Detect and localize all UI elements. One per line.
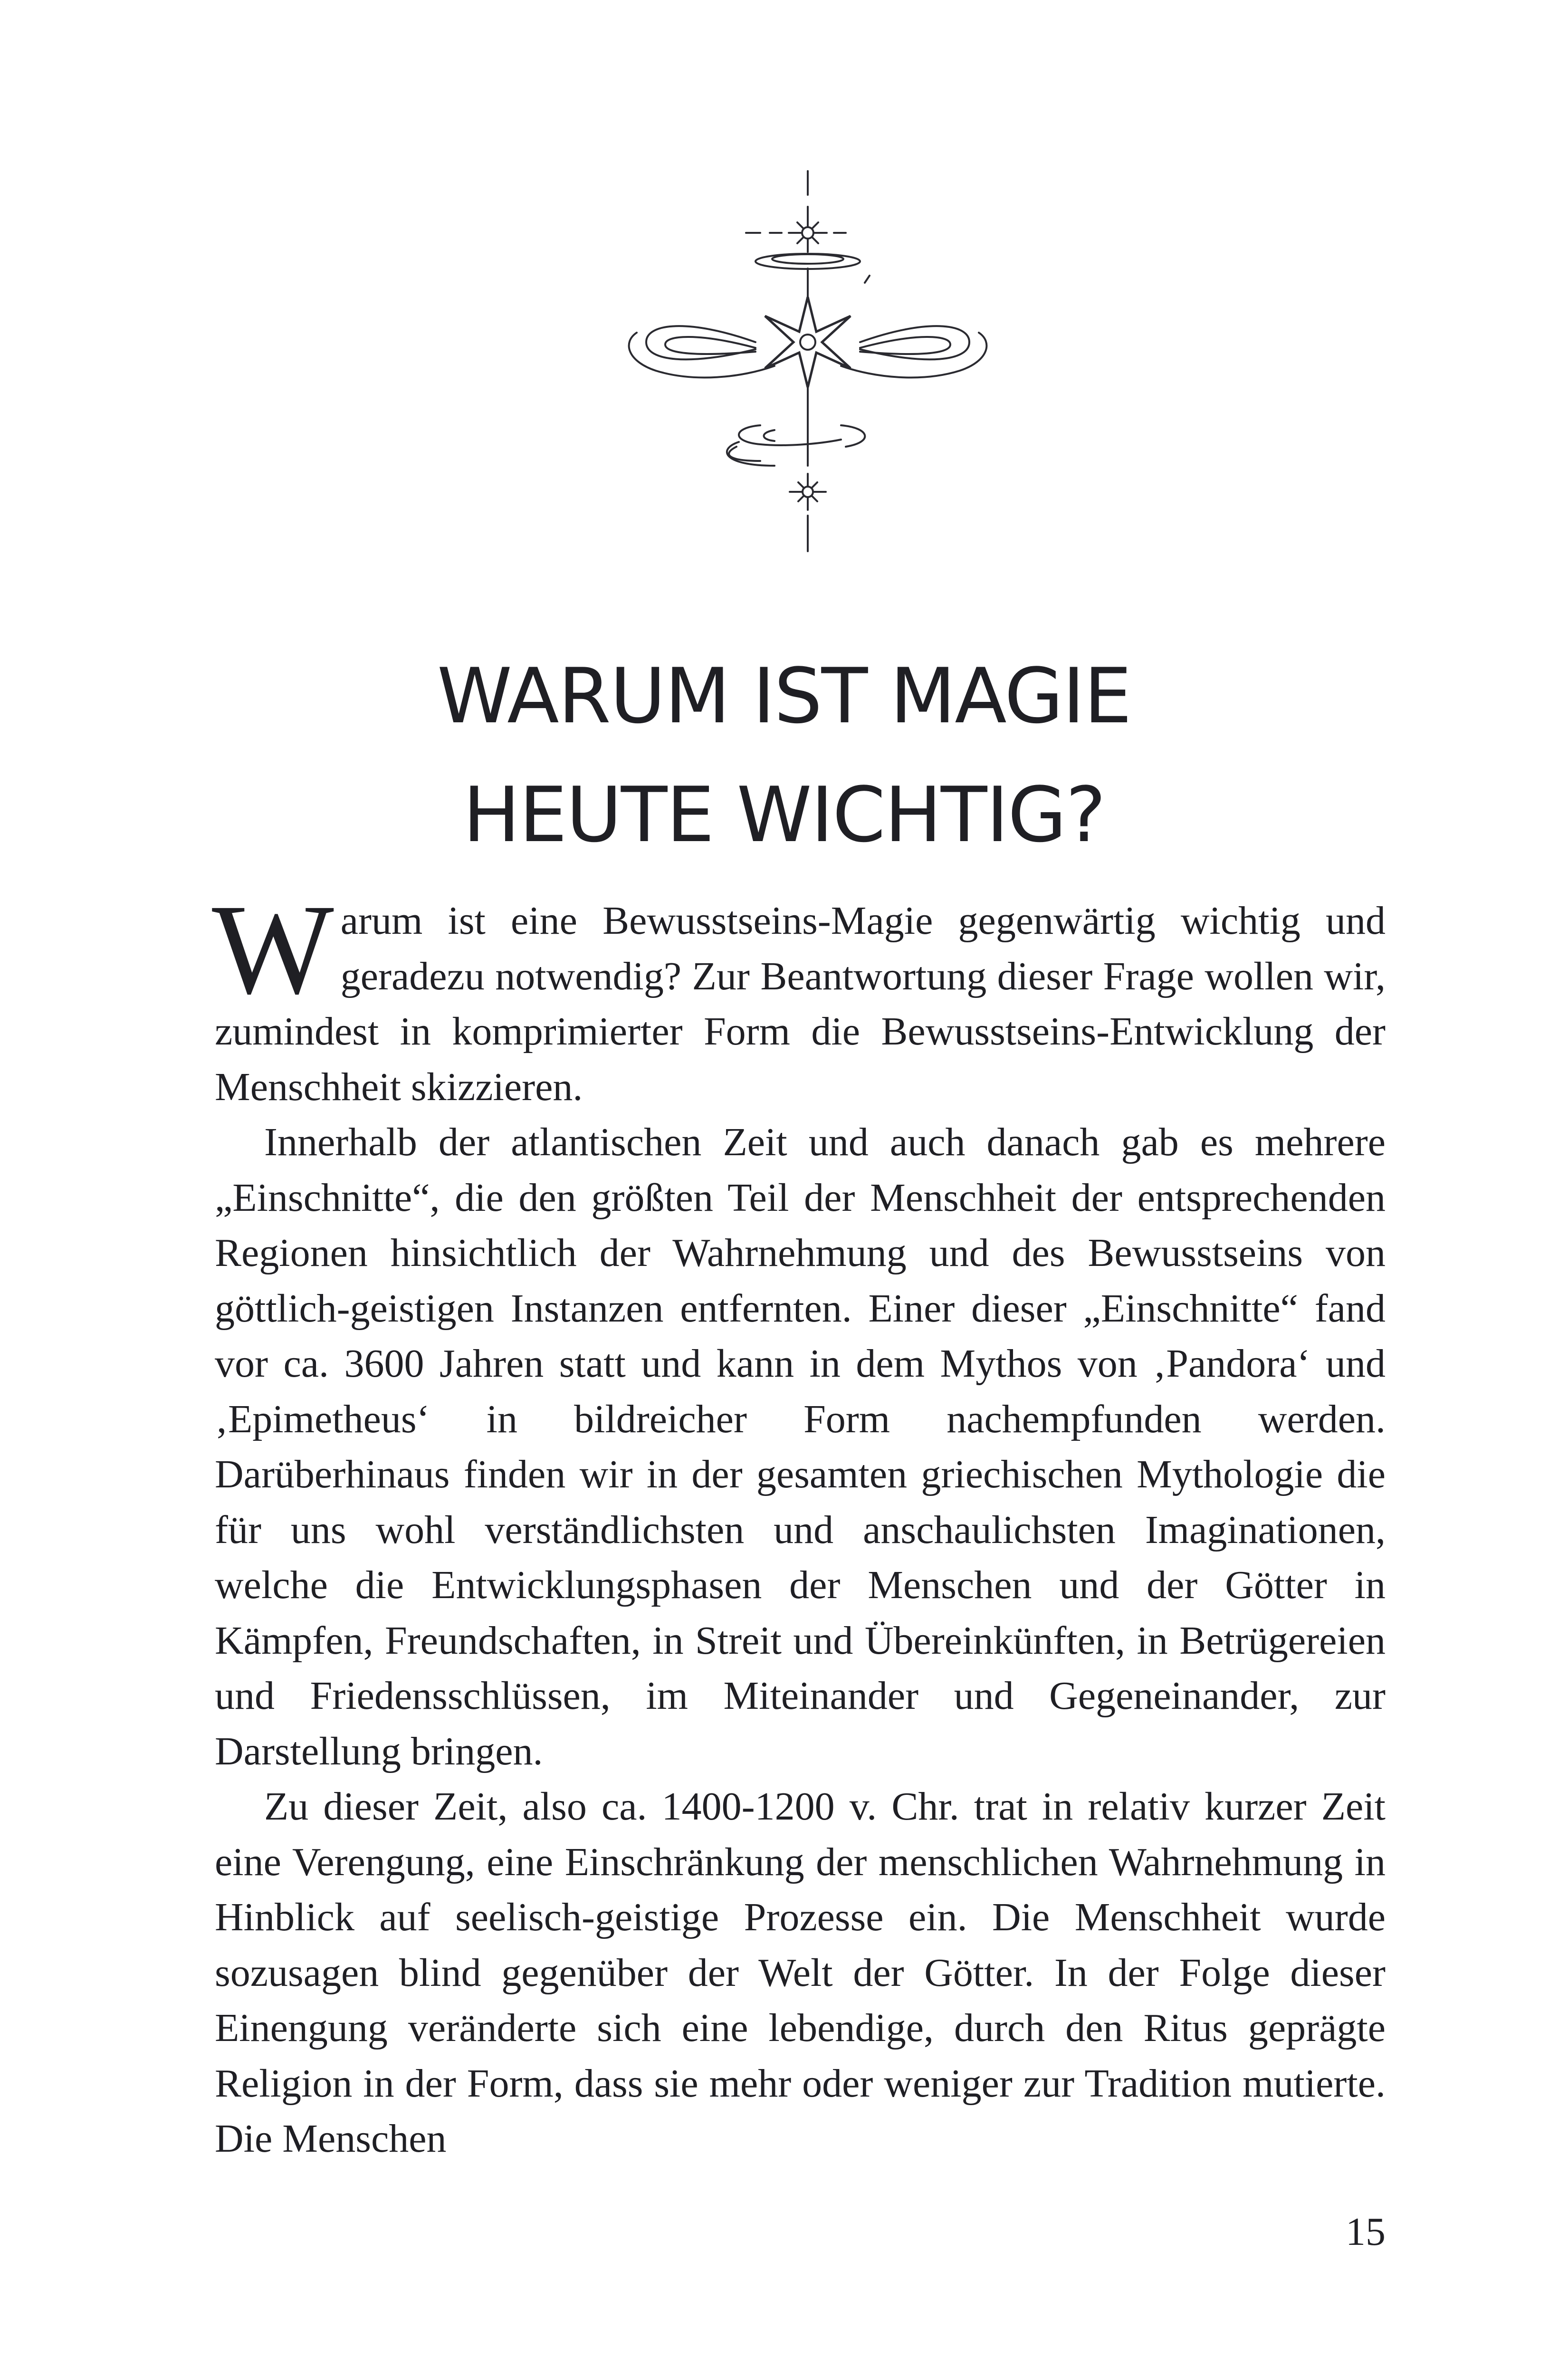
chapter-title xyxy=(190,637,1378,874)
chapter-title-line-2: HEUTE WICHTIG? xyxy=(463,770,1105,859)
paragraph: Zu dieser Zeit, also ca. 1400-1200 v. Chr. trat in relativ kurzer Zeit eine Verengung, eine Einschränkung der menschlichen Wahrnehmung in Hinblick auf seelisch-geistige Prozesse ein. Die Menschheit wurde sozusagen blind gegenüber der Welt der Götter. In der Folge dieser Einengung veränderte sich eine lebendige, durch den Ritus geprägte Religion in der Form, dass sie mehr oder weniger zur Tradition mutierte. Die Menschen xyxy=(215,1784,1386,2161)
page-number: 15 xyxy=(1346,2210,1386,2254)
chapter-title-line-1: WARUM IST MAGIE xyxy=(437,651,1131,740)
paragraph: Innerhalb der atlantischen Zeit und auch danach gab es mehrere „Einschnitte“, die den größten Teil der Menschheit der entsprechenden Regionen hinsichtlich der Wahrnehmung und des Bewusstseins von göttlich-geistigen Instanzen entfernten. Einer dieser „Einschnitte“ fand vor ca. 3600 Jahren statt und kann in dem Mythos von ‚Pandora‘ und ‚Epimetheus‘ in bildreicher Form nachempfunden werden. Darüberhinaus finden wir in der gesamten griechischen Mythologie die für uns wohl verständlichsten und anschaulichsten Imaginationen, welche die Entwicklungsphasen der Menschen und der Götter in Kämpfen, Freundschaften, in Streit und Übereinkünften, in Betrügereien und Friedensschlüssen, im Miteinander und Gegeneinander, zur Darstellung bringen. xyxy=(215,1120,1386,1773)
body-text xyxy=(212,878,1386,2167)
celestial-star-ornament-icon xyxy=(618,162,998,570)
paragraph xyxy=(212,878,1386,1115)
drop-cap: W xyxy=(212,878,334,1021)
paragraph-text: arum ist eine Bewusstseins-Magie gegenwärtig wichtig und geradezu notwendig? Zur Beantwortung dieser Frage wollen wir, zumindest in komprimierter Form die Bewusstseins-Entwicklung der Menschheit skizzieren. xyxy=(215,899,1386,1109)
